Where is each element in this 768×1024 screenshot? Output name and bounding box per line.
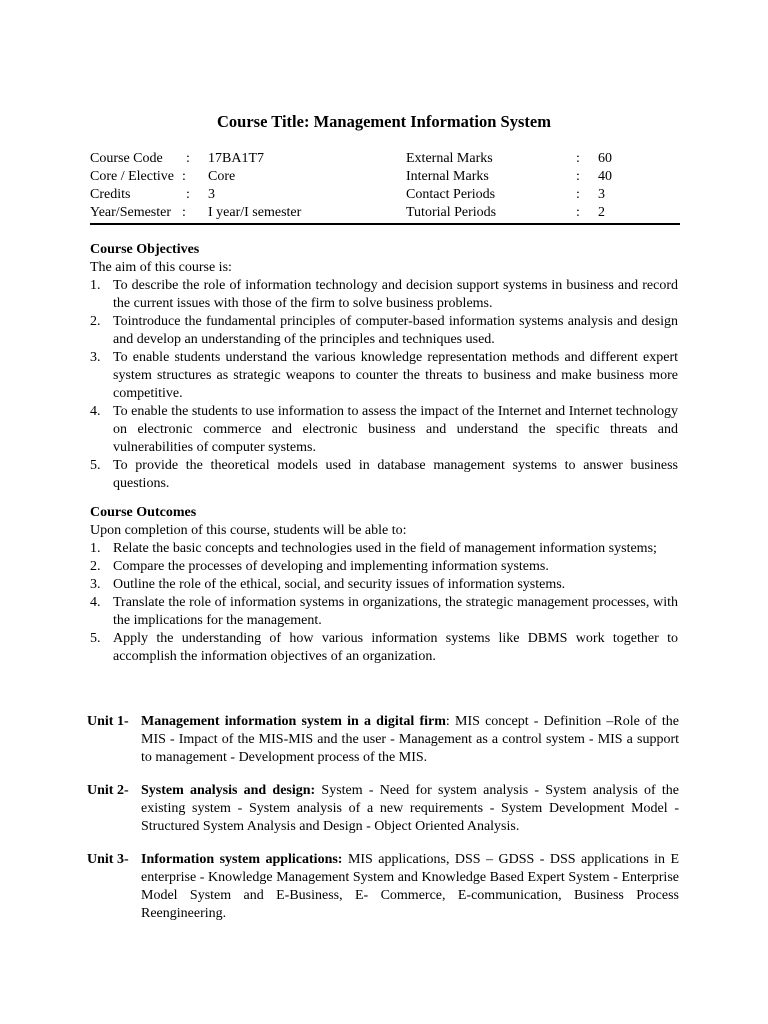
list-item-text: Translate the role of information systems in organizations, the strategic management processes, with the implications for the management. [113,595,678,628]
course-outcomes-section [90,504,678,666]
list-number: 2. [90,314,101,329]
info-value: 17BA1T7 [208,151,264,166]
unit-block [87,713,679,767]
list-item-text: To enable students understand the various knowledge representation methods and different expert system structures as strategic weapons to counter the threats to business and make business more competitive. [113,350,678,401]
list-item [90,594,678,630]
list-number: 1. [90,541,101,556]
info-label: Contact Periods [406,187,496,202]
info-row-course-code [90,150,680,168]
info-value: 2 [598,205,605,220]
info-label: Credits [90,187,131,202]
unit-text: : MIS concept - Definition –Role of the MIS - Impact of the MIS-MIS and the user - Management as a control system - MIS a support to management - Development process of the MIS. [141,714,679,765]
list-item-text: To provide the theoretical models used in database management systems to answer business questions. [113,458,678,491]
list-item-text: To describe the role of information technology and decision support systems in business and record the current issues with those of the firm to solve business problems. [113,278,678,311]
info-separator: : [186,187,190,202]
info-separator: : [182,205,186,220]
list-number: 1. [90,278,101,293]
horizontal-rule [90,223,680,225]
list-number: 3. [90,577,101,592]
list-item-text: Tointroduce the fundamental principles of computer-based information systems analysis and design and develop an understanding of the principles and techniques used. [113,314,678,347]
list-item [90,349,678,403]
list-number: 3. [90,350,101,365]
outcomes-list [90,540,678,666]
objectives-list [90,277,678,493]
list-item-text: Relate the basic concepts and technologies used in the field of management information systems; [113,541,657,556]
info-separator: : [576,151,580,166]
unit-label: Unit 2- [87,783,129,798]
course-objectives-section [90,241,678,493]
unit-label: Unit 1- [87,714,129,729]
info-value: 3 [598,187,605,202]
section-heading: Course Objectives [90,242,200,257]
list-item [90,630,678,666]
unit-text: System - Need for system analysis - System analysis of the existing system - System analysis of a new requirements - System Development Model - Structured System Analysis and Design - Object Oriented Analysis. [141,783,679,834]
unit-text: MIS applications, DSS – GDSS - DSS applications in E enterprise - Knowledge Management System and Knowledge Based Expert System - Enterprise Model System and E-Business, E- Commerce, E-communication, Business Process Reengineering. [141,852,679,921]
info-label: Course Code [90,151,163,166]
list-number: 2. [90,559,101,574]
list-item [90,277,678,313]
unit-block [87,782,679,836]
list-item [90,576,678,594]
info-value: 60 [598,151,612,166]
list-item-text: Apply the understanding of how various information systems like DBMS work together to accomplish the information objectives of an organization. [113,631,678,664]
list-item [90,403,678,457]
list-item [90,558,678,576]
info-separator: : [576,205,580,220]
unit-label: Unit 3- [87,852,129,867]
section-intro: The aim of this course is: [90,260,232,275]
list-item-text: To enable the students to use information to assess the impact of the Internet and Internet technology on electronic commerce and electronic business and understand the specific threats and vulnerabilities of computer systems. [113,404,678,455]
info-separator: : [576,187,580,202]
info-row-credits [90,186,680,204]
info-value: I year/I semester [208,205,302,220]
info-label: Internal Marks [406,169,489,184]
section-heading: Course Outcomes [90,505,197,520]
info-separator: : [182,169,186,184]
list-item [90,540,678,558]
list-number: 4. [90,595,101,610]
info-value: 3 [208,187,215,202]
info-row-core-elective [90,168,680,186]
list-number: 5. [90,458,101,473]
list-item [90,457,678,493]
info-label: Tutorial Periods [406,205,497,220]
list-number: 4. [90,404,101,419]
info-separator: : [576,169,580,184]
info-label: Year/Semester [90,205,172,220]
list-item-text: Outline the role of the ethical, social, and security issues of information systems. [113,577,566,592]
info-separator: : [186,151,190,166]
list-item [90,313,678,349]
unit-heading: Information system applications: [141,852,343,867]
info-label: External Marks [406,151,493,166]
info-label: Core / Elective [90,169,174,184]
info-value: 40 [598,169,612,184]
list-number: 5. [90,631,101,646]
unit-heading: System analysis and design: [141,783,316,798]
list-item-text: Compare the processes of developing and implementing information systems. [113,559,549,574]
unit-block [87,851,679,923]
unit-heading: Management information system in a digital firm [141,714,446,729]
course-title: Course Title: Management Information System [217,112,551,131]
info-row-year-semester [90,204,680,222]
info-value: Core [208,169,236,184]
section-intro: Upon completion of this course, students will be able to: [90,523,407,538]
units-section [87,713,679,938]
course-info-table [90,150,680,222]
